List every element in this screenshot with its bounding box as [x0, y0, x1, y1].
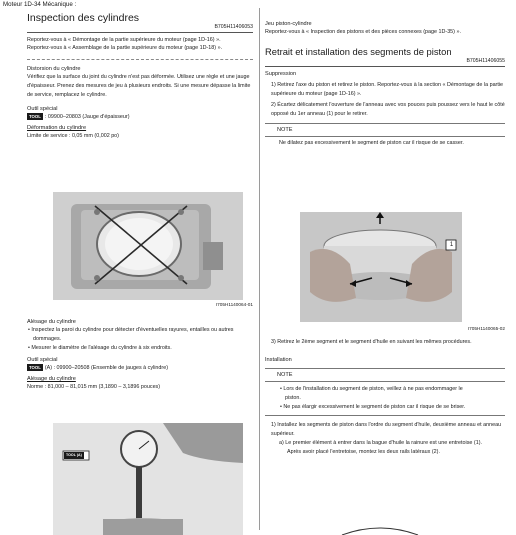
special-tool-label-2: Outil spécial [27, 357, 58, 363]
bore-norm: Norme : 81,000 – 81,015 mm (3,1890 – 3,1896 pouces) [27, 384, 161, 390]
tool-1-text: : 09900–20803 (Jauge d'épaisseur) [44, 114, 130, 120]
gauge-illustration [53, 423, 243, 535]
section-heading-rings: Retrait et installation des segments de piston [265, 46, 452, 57]
note-2-label: NOTE [277, 372, 293, 378]
section-heading-cylinder-inspection: Inspection des cylindres [27, 12, 140, 24]
bore-bullet-1: • Inspectez la paroi du cylindre pour détecter d'éventuelles rayures, entailles ou autres dommages. [28, 327, 234, 342]
right-column-lower [265, 338, 505, 457]
column-divider [259, 8, 260, 530]
note-1-top-rule [265, 123, 505, 124]
deformation-label: Déformation du cylindre [27, 125, 87, 131]
note-2-bullet-2-text: Ne pas élargir excessivement le segment de piston car il risque de se briser. [283, 404, 466, 410]
special-tool-label: Outil spécial [27, 106, 58, 112]
cylinder-distortion-photo [53, 192, 243, 300]
install-step-1a: a) Le premier élément à entrer dans la bague d'huile la rainure est une entretoise (1). [279, 440, 482, 446]
ref-assembly: Reportez-vous à « Assemblage de la partie supérieure du moteur (page 1D-18) ». [27, 45, 223, 51]
deformation-limit: Limite de service : 0,05 mm (0,002 po) [27, 133, 119, 139]
heading-rule [27, 32, 253, 33]
removal-step-2: 2) Écartez délicatement l'ouverture de l'anneau avec vos pouces puis poussez vers le haut le côté opposé du 1er anneau (1) pour le retirer. [271, 102, 505, 117]
tool-badge: TOOL [29, 365, 41, 371]
tool-1-line [27, 113, 253, 122]
cylinder-illustration [53, 192, 243, 300]
photo-tool-tag: TOOL (A) [66, 453, 82, 457]
page-header: Moteur 1D-34 Mécanique : [3, 1, 77, 8]
install-step-1: 1) Installez les segments de piston dans l'ordre du segment d'huile, deuxième anneau et anneau supérieur. [271, 422, 502, 437]
note-1-label: NOTE [277, 127, 293, 133]
tool-badge: TOOL [29, 114, 41, 120]
clearance-label: Jeu piston-cylindre [265, 21, 312, 27]
note-1-text: Ne dilatez pas excessivement le segment de piston car il risque de se casser. [279, 140, 464, 146]
distortion-text: Vérifiez que la surface du joint du cylindre n'est pas déformée. Utilisez une règle et une jauge d'épaisseur. Prenez des mesures de jeu à plusieurs endroits. Si une mesure dépasse la limite de service, remplacez le cylindre. [27, 74, 251, 98]
bore-label: Alésage du cylindre [27, 319, 76, 325]
right-column [265, 20, 505, 148]
bore-bullet-2: • Mesurer le diamètre de l'alésage du cylindre à six endroits. [28, 345, 172, 351]
left-column-lower [27, 318, 253, 392]
tool-2-text: (A) : 09900–20508 (Ensemble de jauges à cylindre) [44, 365, 169, 371]
note-2-bullet-2: • Ne pas élargir excessivement le segment de piston car il risque de se briser. [280, 404, 466, 410]
note-2-bullet-1: • Lors de l'installation du segment de piston, veillez à ne pas endommager le piston. [280, 386, 463, 401]
section-code-rings: B705H11406055 [466, 58, 505, 64]
note-2-mid-rule [265, 381, 505, 382]
dotted-rule [27, 59, 253, 60]
ring-diagram-partial [340, 521, 420, 535]
removal-step-3: 3) Retirez le 2ème segment et le segment d'huile en suivant les mêmes procédures. [271, 339, 472, 345]
section-code: B705H11406053 [214, 24, 253, 30]
removal-label: Suppression [265, 71, 297, 77]
piston-ring-illustration [300, 212, 462, 322]
removal-step-1: 1) Retirez l'axe du piston et retirez le piston. Reportez-vous à la section « Démontage de la partie supérieure du moteur (page 1D-16) ». [271, 82, 504, 97]
note-2-bullet-1-text: Lors de l'installation du segment de piston, veillez à ne pas endommager le piston. [283, 386, 463, 401]
clearance-ref: Reportez-vous à « Inspection des pistons et des pièces connexes (page 1D-35) ». [265, 29, 461, 35]
photo-1-caption: I705H1140064-01 [215, 302, 253, 307]
distortion-label: Distorsion du cylindre [27, 66, 81, 72]
note-1-mid-rule [265, 136, 505, 137]
heading-rule-rings [265, 66, 505, 67]
ref-disassembly: Reportez-vous à « Démontage de la partie supérieure du moteur (page 1D-16) ». [27, 37, 221, 43]
piston-ring-photo [300, 212, 462, 322]
left-column [27, 12, 253, 141]
install-step-1a-2: Après avoir placé l'entretoise, montez les deux rails latéraux (2). [287, 449, 440, 455]
note-2-top-rule [265, 368, 505, 369]
bore-bullet-1-text: Inspectez la paroi du cylindre pour détecter d'éventuelles rayures, entailles ou autres dommages. [31, 327, 234, 342]
installation-label: Installation [265, 357, 292, 363]
piston-photo-caption: I705H1140065-02 [467, 326, 505, 331]
callout-1: 1 [449, 242, 454, 248]
cylinder-gauge-photo [53, 423, 243, 535]
note-2-bottom-rule [265, 415, 505, 416]
tool-2-line [27, 364, 253, 373]
bore-bullet-2-text: Mesurer le diamètre de l'alésage du cylindre à six endroits. [31, 345, 172, 351]
bore-2-label: Alésage du cylindre [27, 376, 76, 382]
